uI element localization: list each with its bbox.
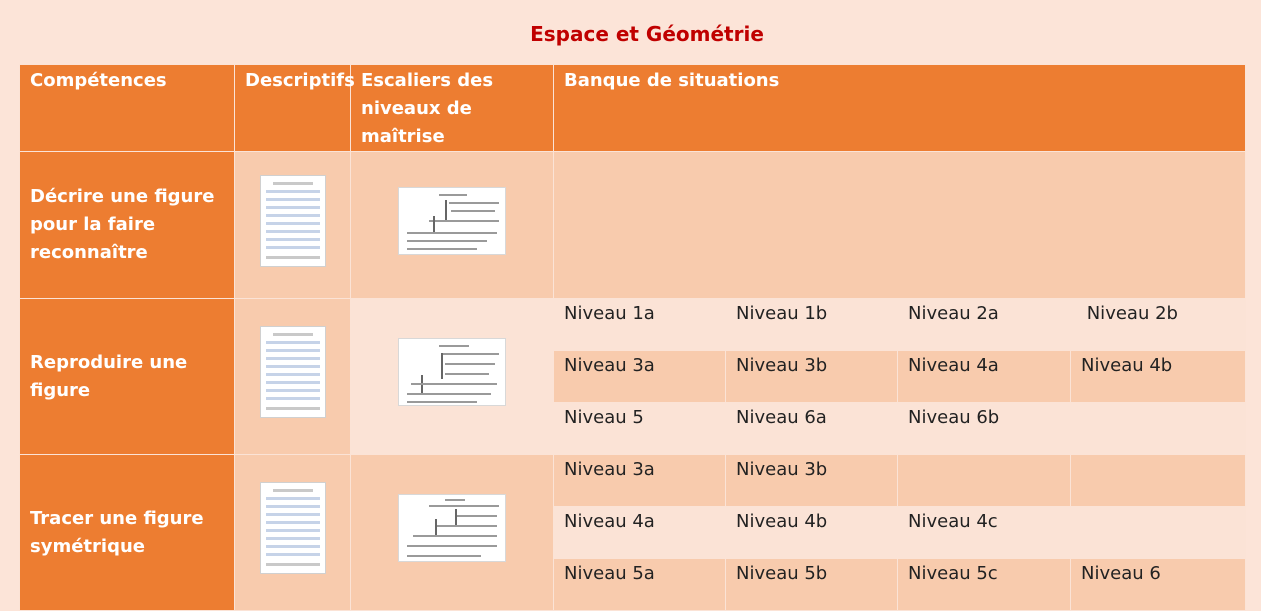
escalier-document-thumbnail[interactable]	[398, 338, 506, 406]
niveau-link[interactable]: Niveau 6b	[898, 403, 1071, 455]
descriptif-document-thumbnail[interactable]	[260, 175, 326, 267]
niveau-link[interactable]: Niveau 3a	[554, 351, 726, 403]
niveau-link[interactable]: Niveau 6	[1071, 559, 1246, 611]
banque-empty-cell	[554, 152, 1246, 299]
competence-label: Tracer une figure symétrique	[20, 455, 235, 611]
niveau-link[interactable]: Niveau 6a	[726, 403, 898, 455]
niveau-link[interactable]: Niveau 3a	[554, 455, 726, 507]
niveau-empty	[1071, 455, 1246, 507]
descriptif-cell	[235, 152, 351, 299]
escalier-document-thumbnail[interactable]	[398, 494, 506, 562]
niveau-link[interactable]: Niveau 3b	[726, 455, 898, 507]
descriptif-document-thumbnail[interactable]	[260, 326, 326, 418]
escalier-document-thumbnail[interactable]	[398, 187, 506, 255]
niveau-link[interactable]: Niveau 4a	[898, 351, 1071, 403]
header-escaliers: Escaliers des niveaux de maîtrise	[351, 65, 554, 152]
header-descriptifs: Descriptifs	[235, 65, 351, 152]
niveau-link[interactable]: Niveau 2b	[1071, 299, 1246, 351]
niveau-link[interactable]: Niveau 5c	[898, 559, 1071, 611]
descriptif-document-thumbnail[interactable]	[260, 482, 326, 574]
header-competences: Compétences	[20, 65, 235, 152]
niveau-link[interactable]: Niveau 4c	[898, 507, 1071, 559]
header-row	[20, 65, 1246, 152]
competence-row	[20, 455, 1246, 507]
competence-row	[20, 152, 1246, 299]
competences-table	[19, 64, 1246, 611]
niveau-link[interactable]: Niveau 4b	[726, 507, 898, 559]
niveau-link[interactable]: Niveau 5	[554, 403, 726, 455]
escalier-cell	[351, 152, 554, 299]
niveau-link[interactable]: Niveau 4b	[1071, 351, 1246, 403]
niveau-link[interactable]: Niveau 4a	[554, 507, 726, 559]
competence-label: Décrire une figure pour la faire reconnaître	[20, 152, 235, 299]
niveau-link[interactable]: Niveau 5a	[554, 559, 726, 611]
competence-label: Reproduire une figure	[20, 299, 235, 455]
niveau-link[interactable]: Niveau 2a	[898, 299, 1071, 351]
niveau-link[interactable]: Niveau 3b	[726, 351, 898, 403]
niveau-link[interactable]: Niveau 1a	[554, 299, 726, 351]
descriptif-cell	[235, 299, 351, 455]
escalier-cell	[351, 455, 554, 611]
descriptif-cell	[235, 455, 351, 611]
page-title: Espace et Géométrie	[530, 22, 764, 46]
niveau-empty	[1071, 507, 1246, 559]
niveau-link[interactable]: Niveau 1b	[726, 299, 898, 351]
header-banque: Banque de situations	[554, 65, 1246, 152]
niveau-empty	[898, 455, 1071, 507]
competence-row	[20, 299, 1246, 351]
niveau-link[interactable]: Niveau 5b	[726, 559, 898, 611]
escalier-cell	[351, 299, 554, 455]
niveau-empty	[1071, 403, 1246, 455]
